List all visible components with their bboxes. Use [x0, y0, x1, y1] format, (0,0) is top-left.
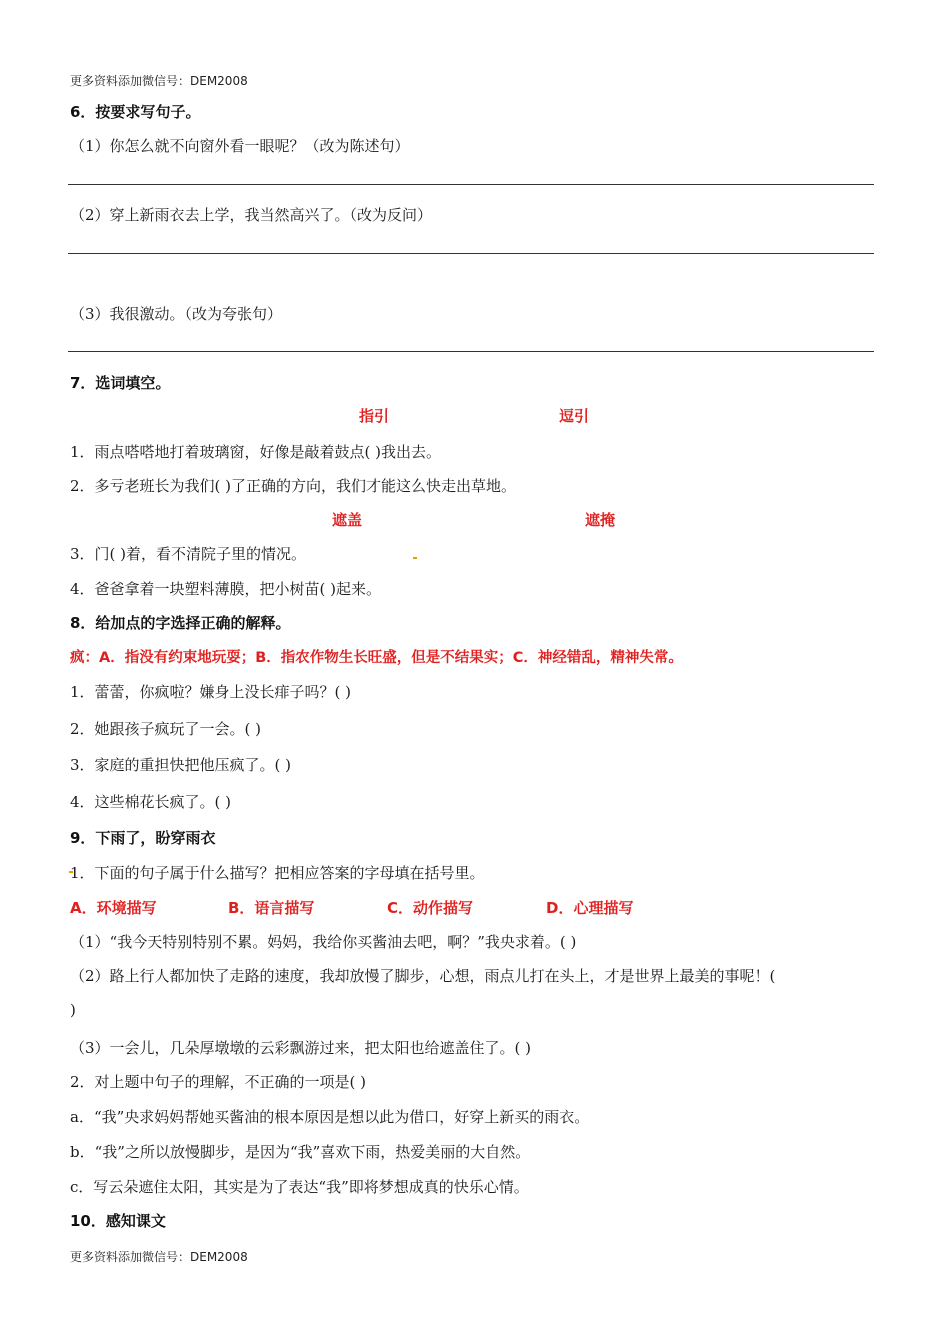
q9-option-b: b．“我”之所以放慢脚步，是因为“我”喜欢下雨，热爱美丽的大自然。 — [70, 1143, 531, 1161]
q7-line-3: 3．门( )着，看不清院子里的情况。 — [70, 545, 307, 563]
q7-line-2: 2．多亏老班长为我们( )了正确的方向，我们才能这么快走出草地。 — [70, 477, 517, 495]
footer-note: 更多资料添加微信号：DEM2008 — [70, 1250, 248, 1264]
q6-item-1: （1）你怎么就不向窗外看一眼呢？（改为陈述句） — [70, 137, 410, 155]
word-option-zhiyin: 指引 — [359, 407, 390, 425]
q9-sentence-3: （3）一会儿，几朵厚墩墩的云彩飘游过来，把太阳也给遮盖住了。( ) — [70, 1039, 532, 1057]
q7-line-1: 1．雨点嗒嗒地打着玻璃窗，好像是敲着鼓点( )我出去。 — [70, 443, 442, 461]
word-option-zheyan: 遮掩 — [585, 511, 616, 529]
answer-line-3 — [68, 351, 874, 352]
q9-sentence-1: （1）“我今天特别特别不累。妈妈，我给你买酱油去吧，啊？”我央求着。( ) — [70, 933, 577, 951]
choice-d: D．心理描写 — [546, 899, 634, 917]
q9-sub-question-1: 1．下面的句子属于什么描写？把相应答案的字母填在括号里。 — [70, 864, 485, 882]
q8-title: 8．给加点的字选择正确的解释。 — [70, 614, 291, 632]
q8-item-1: 1．蕾蕾，你疯啦？嫌身上没长痱子吗？( ) — [70, 683, 352, 701]
q9-sentence-2: （2）路上行人都加快了走路的速度，我却放慢了脚步，心想，雨点儿打在头上，才是世界上最美的事呢！( — [70, 967, 776, 985]
q8-item-2: 2．她跟孩子疯玩了一会。( ) — [70, 720, 262, 738]
answer-line-2 — [68, 253, 874, 254]
q7-line-4: 4．爸爸拿着一块塑料薄膜，把小树苗( )起来。 — [70, 580, 382, 598]
choice-a: A．环境描写 — [70, 899, 157, 917]
q6-item-2: （2）穿上新雨衣去上学，我当然高兴了。（改为反问） — [70, 206, 433, 224]
q9-title: 9．下雨了，盼穿雨衣 — [70, 829, 216, 847]
q7-title: 7．选词填空。 — [70, 374, 171, 392]
choice-b: B．语言描写 — [228, 899, 315, 917]
word-option-zhegai: 遮盖 — [332, 511, 363, 529]
q9-option-c: c．写云朵遮住太阳，其实是为了表达“我”即将梦想成真的快乐心情。 — [70, 1178, 529, 1196]
q8-item-4: 4．这些棉花长疯了。( ) — [70, 793, 232, 811]
q6-item-3: （3）我很激动。（改为夸张句） — [70, 305, 283, 323]
answer-line-1 — [68, 184, 874, 185]
q9-sub-question-2: 2．对上题中句子的理解，不正确的一项是( ) — [70, 1073, 367, 1091]
choice-c: C．动作描写 — [387, 899, 474, 917]
q9-sentence-2-cont: ) — [70, 1001, 76, 1019]
q9-option-a: a．“我”央求妈妈帮她买酱油的根本原因是想以此为借口，好穿上新买的雨衣。 — [70, 1108, 590, 1126]
q8-item-3: 3．家庭的重担快把他压疯了。( ) — [70, 756, 292, 774]
header-note: 更多资料添加微信号：DEM2008 — [70, 74, 248, 88]
q8-definitions: 疯：A．指没有约束地玩耍；B．指农作物生长旺盛，但是不结果实；C．神经错乱，精神失常。 — [70, 650, 683, 666]
q10-title: 10．感知课文 — [70, 1212, 166, 1230]
q6-title: 6．按要求写句子。 — [70, 103, 201, 121]
stray-mark — [413, 557, 417, 559]
word-option-douyin: 逗引 — [559, 407, 590, 425]
